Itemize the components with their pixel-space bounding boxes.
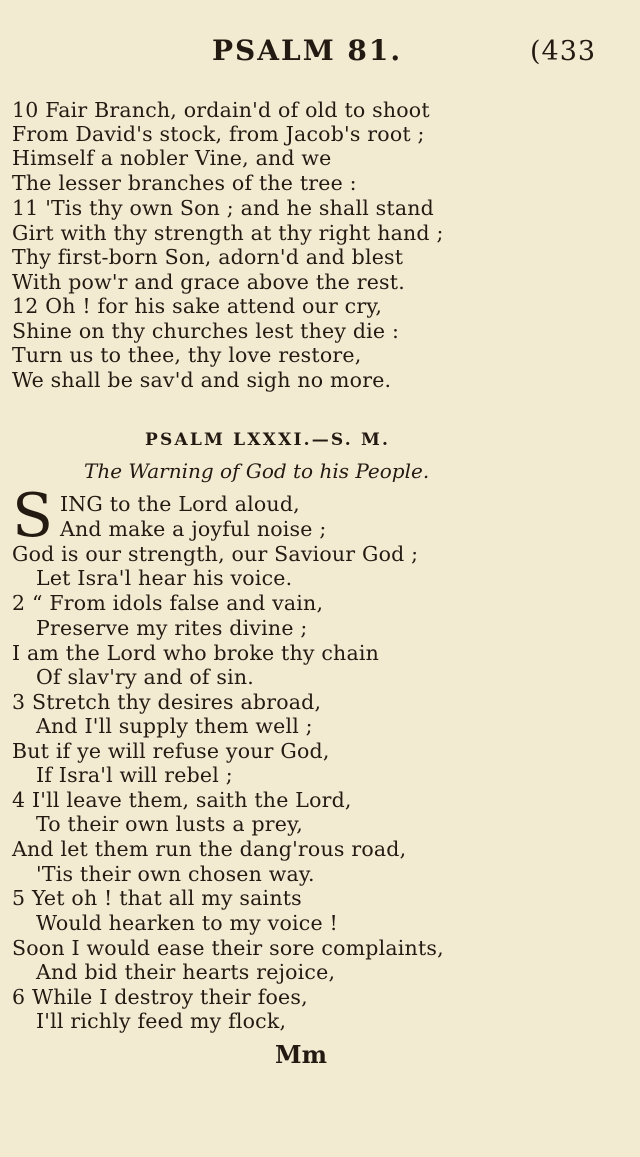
- running-head-title: PSALM 81.: [212, 34, 403, 67]
- verse-line: Let Isra'l hear his voice.: [36, 566, 293, 590]
- verse-line: I am the Lord who broke thy chain: [12, 641, 380, 665]
- verse-line: ING to the Lord aloud,: [60, 492, 300, 516]
- verse-line: And make a joyful noise ;: [60, 517, 327, 541]
- verse-line: To their own lusts a prey,: [36, 812, 303, 836]
- verse-line: And let them run the dang'rous road,: [12, 837, 407, 861]
- verse-line: 5 Yet oh ! that all my saints: [12, 886, 302, 910]
- verse-line: Preserve my rites divine ;: [36, 616, 308, 640]
- verse-line: 11 'Tis thy own Son ; and he shall stand: [12, 196, 434, 220]
- verse-line: We shall be sav'd and sigh no more.: [12, 368, 392, 392]
- verse-line: But if ye will refuse your God,: [12, 739, 330, 763]
- verse-line: 10 Fair Branch, ordain'd of old to shoot: [12, 98, 430, 122]
- verse-line: Would hearken to my voice !: [36, 911, 338, 935]
- verse-line: Thy first-born Son, adorn'd and blest: [12, 245, 404, 269]
- verse-line: Himself a nobler Vine, and we: [12, 146, 332, 170]
- verse-line: I'll richly feed my flock,: [36, 1009, 287, 1033]
- verse-line: 12 Oh ! for his sake attend our cry,: [12, 294, 383, 318]
- drop-cap: S: [12, 481, 54, 551]
- verse-line: 3 Stretch thy desires abroad,: [12, 690, 322, 714]
- verse-line: 'Tis their own chosen way.: [36, 862, 315, 886]
- psalm-subtitle: The Warning of God to his People.: [84, 459, 430, 483]
- verse-line: 2 “ From idols false and vain,: [12, 591, 324, 615]
- verse-line: 4 I'll leave them, saith the Lord,: [12, 788, 352, 812]
- verse-line: From David's stock, from Jacob's root ;: [12, 122, 425, 146]
- psalm-heading: PSALM LXXXI.—S. M.: [145, 430, 391, 450]
- verse-line: With pow'r and grace above the rest.: [12, 270, 405, 294]
- verse-line: If Isra'l will rebel ;: [36, 763, 233, 787]
- verse-line: The lesser branches of the tree :: [12, 171, 357, 195]
- verse-line: And I'll supply them well ;: [36, 714, 313, 738]
- verse-line: Turn us to thee, thy love restore,: [12, 343, 362, 367]
- page-number: (433: [530, 36, 597, 67]
- verse-line: God is our strength, our Saviour God ;: [12, 542, 419, 566]
- verse-line: Of slav'ry and of sin.: [36, 665, 255, 689]
- catchword-signature: Mm: [275, 1040, 327, 1069]
- verse-line: And bid their hearts rejoice,: [36, 960, 336, 984]
- verse-line: Girt with thy strength at thy right hand ;: [12, 221, 444, 245]
- verse-line: Soon I would ease their sore complaints,: [12, 936, 444, 960]
- verse-line: Shine on thy churches lest they die :: [12, 319, 400, 343]
- verse-line: 6 While I destroy their foes,: [12, 985, 308, 1009]
